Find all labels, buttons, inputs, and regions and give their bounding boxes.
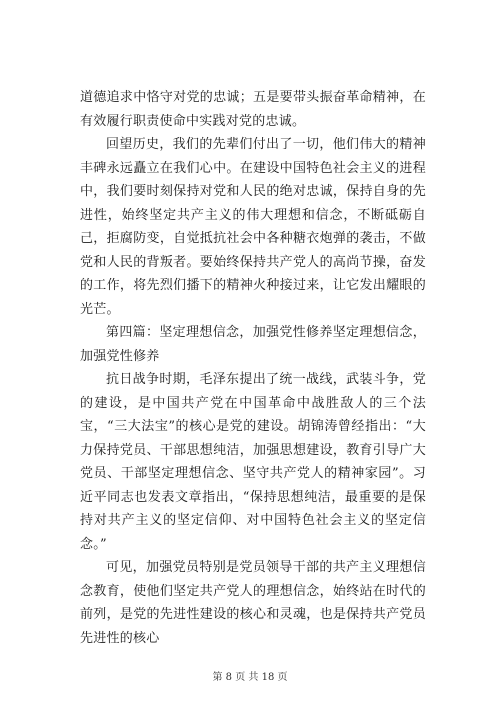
paragraph-1: 道德追求中恪守对党的忠诚；五是要带头振奋革命精神，在有效履行职责使命中实践对党的忠诚。 bbox=[80, 90, 426, 129]
paragraph-3: 抗日战争时期，毛泽东提出了统一战线，武装斗争，党的建设，是中国共产党在中国革命中战胜敌人的三个法宝，“三大法宝”的核心是党的建设。胡锦涛曾经指出：“大力保持党员、干部思想纯洁，加强思想建设，教育引导广大党员、干部坚定理想信念、坚守共产党人的精神家园”。习近平同志也发表文章指出，“保持思想纯洁，最重要的是保持对共产主义的坚定信仰、对中国特色社会主义的坚定信念。” bbox=[80, 372, 426, 552]
paragraph-2: 回望历史，我们的先辈们付出了一切，他们伟大的精神丰碑永远矗立在我们心中。在建设中国特色社会主义的进程中，我们要时刻保持对党和人民的绝对忠诚，保持自身的先进性，始终坚定共产主义的伟大理想和信念，不断砥砺自己，拒腐防变，自觉抵抗社会中各种糖衣炮弹的袭击，不做党和人民的背叛者。要始终保持共产党人的高尚节操，奋发的工作，将先烈们播下的精神火种接过来，让它发出耀眼的光芒。 bbox=[80, 137, 426, 317]
document-body bbox=[80, 86, 426, 650]
page-footer: 第 8 页 共 18 页 bbox=[212, 672, 288, 683]
paragraph-4: 可见，加强党员特别是党员领导干部的共产主义理想信念教育，使他们坚定共产党人的理想信念，始终站在时代的前列，是党的先进性建设的核心和灵魂，也是保持共产党员先进性的核心 bbox=[80, 560, 426, 646]
section-heading: 第四篇：坚定理想信念，加强党性修养坚定理想信念，加强党性修养 bbox=[80, 325, 426, 364]
